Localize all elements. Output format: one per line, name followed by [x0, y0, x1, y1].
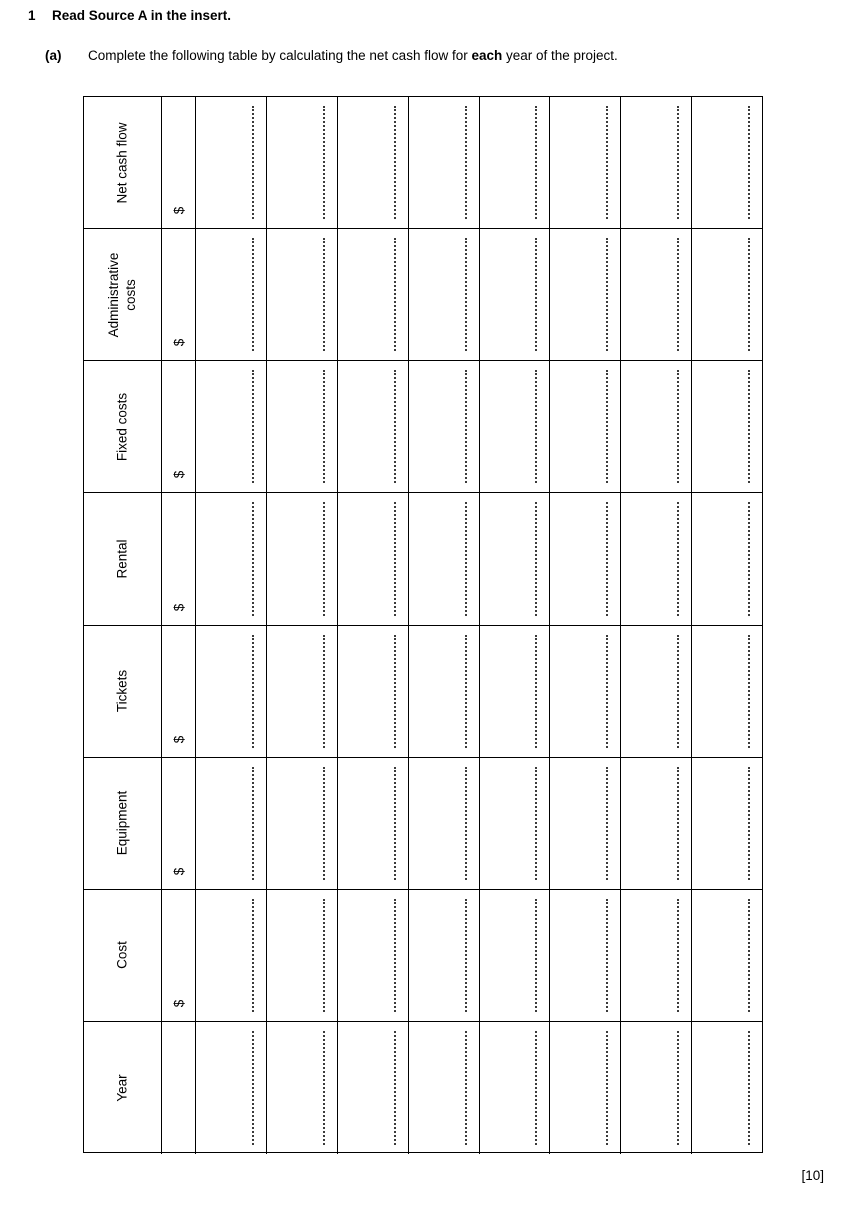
dotted-rule	[394, 767, 396, 880]
table-cell[interactable]	[550, 890, 621, 1021]
row-header-cost	[84, 890, 162, 1021]
dotted-rule	[677, 502, 679, 615]
row-header-label: Equipment	[114, 790, 130, 856]
row-currency-tickets	[162, 626, 196, 757]
table-row	[84, 758, 762, 890]
table-cell[interactable]	[196, 1022, 267, 1154]
table-cell[interactable]	[480, 758, 551, 889]
part-a-text-before: Complete the following table by calculating the net cash flow for	[88, 48, 472, 63]
table-cell[interactable]	[338, 626, 409, 757]
row-currency-net-cash-flow	[162, 97, 196, 228]
dotted-rule	[252, 899, 254, 1012]
row-cells	[196, 361, 762, 492]
table-cell[interactable]	[338, 361, 409, 492]
dotted-rule	[535, 767, 537, 880]
table-cell[interactable]	[621, 493, 692, 624]
table-cell[interactable]	[267, 229, 338, 360]
dotted-rule	[748, 238, 750, 351]
part-a-instruction	[88, 48, 618, 63]
table-cell[interactable]	[550, 493, 621, 624]
row-header-tickets	[84, 626, 162, 757]
table-cell[interactable]	[267, 626, 338, 757]
dotted-rule	[535, 502, 537, 615]
table-cell[interactable]	[621, 229, 692, 360]
dotted-rule	[465, 635, 467, 748]
dotted-rule	[465, 1031, 467, 1145]
table-cell[interactable]	[267, 361, 338, 492]
table-cell[interactable]	[621, 758, 692, 889]
table-cell[interactable]	[692, 493, 762, 624]
dotted-rule	[606, 635, 608, 748]
table-cell[interactable]	[409, 229, 480, 360]
dotted-rule	[748, 502, 750, 615]
dotted-rule	[323, 635, 325, 748]
row-header-label: Year	[114, 1074, 130, 1102]
table-row	[84, 493, 762, 625]
row-cells	[196, 229, 762, 360]
dotted-rule	[535, 370, 537, 483]
row-cells	[196, 1022, 762, 1154]
table-cell[interactable]	[196, 758, 267, 889]
table-cell[interactable]	[480, 626, 551, 757]
table-cell[interactable]	[550, 361, 621, 492]
row-cells	[196, 493, 762, 624]
question-heading	[0, 8, 852, 30]
row-currency-fixed-costs	[162, 361, 196, 492]
dotted-rule	[394, 370, 396, 483]
dotted-rule	[323, 899, 325, 1012]
currency-symbol: $	[171, 603, 186, 611]
dotted-rule	[323, 767, 325, 880]
table-cell[interactable]	[267, 493, 338, 624]
row-currency-cost	[162, 890, 196, 1021]
dotted-rule	[748, 635, 750, 748]
dotted-rule	[677, 370, 679, 483]
part-a	[0, 48, 852, 70]
table-cell[interactable]	[692, 229, 762, 360]
table-cell[interactable]	[550, 626, 621, 757]
table-row	[84, 361, 762, 493]
table-cell[interactable]	[692, 758, 762, 889]
dotted-rule	[465, 899, 467, 1012]
row-header-equipment	[84, 758, 162, 889]
dotted-rule	[465, 238, 467, 351]
row-header-label: Net cash flow	[114, 122, 130, 204]
row-currency-equipment	[162, 758, 196, 889]
row-header-rental	[84, 493, 162, 624]
table-cell[interactable]	[338, 890, 409, 1021]
dotted-rule	[394, 106, 396, 219]
table-cell[interactable]	[196, 626, 267, 757]
currency-symbol: $	[171, 867, 186, 876]
row-cells	[196, 758, 762, 889]
row-cells	[196, 890, 762, 1021]
dotted-rule	[677, 635, 679, 748]
row-header-label: Administrative costs	[105, 252, 138, 338]
table-cell[interactable]	[621, 1022, 692, 1154]
table-cell[interactable]	[692, 361, 762, 492]
row-cells	[196, 97, 762, 228]
dotted-rule	[465, 502, 467, 615]
dotted-rule	[252, 370, 254, 483]
cash-flow-table	[83, 96, 763, 1153]
question-title: Read Source A in the insert.	[52, 8, 232, 23]
dotted-rule	[606, 238, 608, 351]
table-cell[interactable]	[338, 229, 409, 360]
dotted-rule	[252, 238, 254, 351]
dotted-rule	[323, 106, 325, 219]
row-currency-administrative-costs	[162, 229, 196, 360]
table-cell[interactable]	[338, 758, 409, 889]
dotted-rule	[323, 238, 325, 351]
table-cell[interactable]	[480, 97, 551, 228]
dotted-rule	[465, 370, 467, 483]
table-row	[84, 890, 762, 1022]
table-cell[interactable]	[267, 890, 338, 1021]
dotted-rule	[535, 106, 537, 219]
dotted-rule	[535, 1031, 537, 1145]
table-row	[84, 97, 762, 229]
table-cell[interactable]	[409, 361, 480, 492]
table-cell[interactable]	[196, 361, 267, 492]
dotted-rule	[465, 106, 467, 219]
table-cell[interactable]	[409, 97, 480, 228]
part-a-text-after: year of the project.	[502, 48, 618, 63]
table-cell[interactable]	[338, 97, 409, 228]
dotted-rule	[677, 106, 679, 219]
dotted-rule	[606, 767, 608, 880]
table-cell[interactable]	[621, 361, 692, 492]
table-cell[interactable]	[267, 1022, 338, 1154]
currency-symbol: $	[171, 206, 186, 215]
row-currency-year	[162, 1022, 196, 1154]
dotted-rule	[677, 767, 679, 880]
table-cell[interactable]	[338, 493, 409, 624]
currency-symbol: $	[171, 338, 186, 347]
table-cell[interactable]	[267, 97, 338, 228]
dotted-rule	[252, 502, 254, 615]
currency-symbol: $	[171, 735, 186, 743]
part-a-text-emphasis: each	[471, 48, 503, 63]
table-cell[interactable]	[550, 758, 621, 889]
dotted-rule	[394, 635, 396, 748]
table-row	[84, 229, 762, 361]
dotted-rule	[323, 370, 325, 483]
dotted-rule	[252, 1031, 254, 1145]
dotted-rule	[535, 238, 537, 351]
dotted-rule	[252, 767, 254, 880]
dotted-rule	[748, 106, 750, 219]
table-cell[interactable]	[480, 890, 551, 1021]
table-cell[interactable]	[409, 758, 480, 889]
table-cell[interactable]	[621, 626, 692, 757]
part-a-label: (a)	[45, 48, 62, 63]
table-cell[interactable]	[550, 1022, 621, 1154]
row-header-label: Fixed costs	[114, 392, 130, 461]
table-cell[interactable]	[480, 229, 551, 360]
table-cell[interactable]	[621, 890, 692, 1021]
dotted-rule	[677, 1031, 679, 1145]
dotted-rule	[535, 899, 537, 1012]
table-cell[interactable]	[409, 890, 480, 1021]
table-cell[interactable]	[621, 97, 692, 228]
table-cell[interactable]	[196, 890, 267, 1021]
dotted-rule	[394, 1031, 396, 1145]
table-cell[interactable]	[480, 361, 551, 492]
row-header-label: Rental	[114, 539, 130, 579]
question-number: 1	[28, 8, 36, 23]
dotted-rule	[606, 502, 608, 615]
dotted-rule	[394, 502, 396, 615]
dotted-rule	[748, 370, 750, 483]
dotted-rule	[252, 106, 254, 219]
dotted-rule	[323, 502, 325, 615]
table-row	[84, 626, 762, 758]
dotted-rule	[394, 899, 396, 1012]
table-cell[interactable]	[409, 493, 480, 624]
table-cell[interactable]	[550, 97, 621, 228]
table-cell[interactable]	[480, 1022, 551, 1154]
currency-symbol: $	[171, 471, 186, 479]
table-cell[interactable]	[692, 626, 762, 757]
dotted-rule	[606, 370, 608, 483]
dotted-rule	[465, 767, 467, 880]
row-header-fixed-costs	[84, 361, 162, 492]
table-cell[interactable]	[692, 97, 762, 228]
table-cell[interactable]	[196, 493, 267, 624]
row-currency-rental	[162, 493, 196, 624]
currency-symbol: $	[171, 999, 186, 1008]
table-cell[interactable]	[480, 493, 551, 624]
marks-allocation: [10]	[801, 1168, 824, 1183]
dotted-rule	[677, 899, 679, 1012]
row-header-label: Tickets	[114, 669, 130, 713]
dotted-rule	[394, 238, 396, 351]
table-row	[84, 1022, 762, 1154]
table-cell[interactable]	[338, 1022, 409, 1154]
dotted-rule	[606, 106, 608, 219]
dotted-rule	[677, 238, 679, 351]
table-cell[interactable]	[196, 229, 267, 360]
dotted-rule	[748, 1031, 750, 1145]
dotted-rule	[748, 767, 750, 880]
row-header-administrative-costs	[84, 229, 162, 360]
dotted-rule	[252, 635, 254, 748]
table-cell[interactable]	[692, 890, 762, 1021]
dotted-rule	[323, 1031, 325, 1145]
table-cell[interactable]	[196, 97, 267, 228]
row-header-label: Cost	[114, 941, 130, 970]
table-cell[interactable]	[409, 626, 480, 757]
dotted-rule	[535, 635, 537, 748]
table-cell[interactable]	[267, 758, 338, 889]
dotted-rule	[748, 899, 750, 1012]
row-cells	[196, 626, 762, 757]
table-cell[interactable]	[692, 1022, 762, 1154]
row-header-net-cash-flow	[84, 97, 162, 228]
row-header-year	[84, 1022, 162, 1154]
table-cell[interactable]	[550, 229, 621, 360]
dotted-rule	[606, 1031, 608, 1145]
table-cell[interactable]	[409, 1022, 480, 1154]
dotted-rule	[606, 899, 608, 1012]
